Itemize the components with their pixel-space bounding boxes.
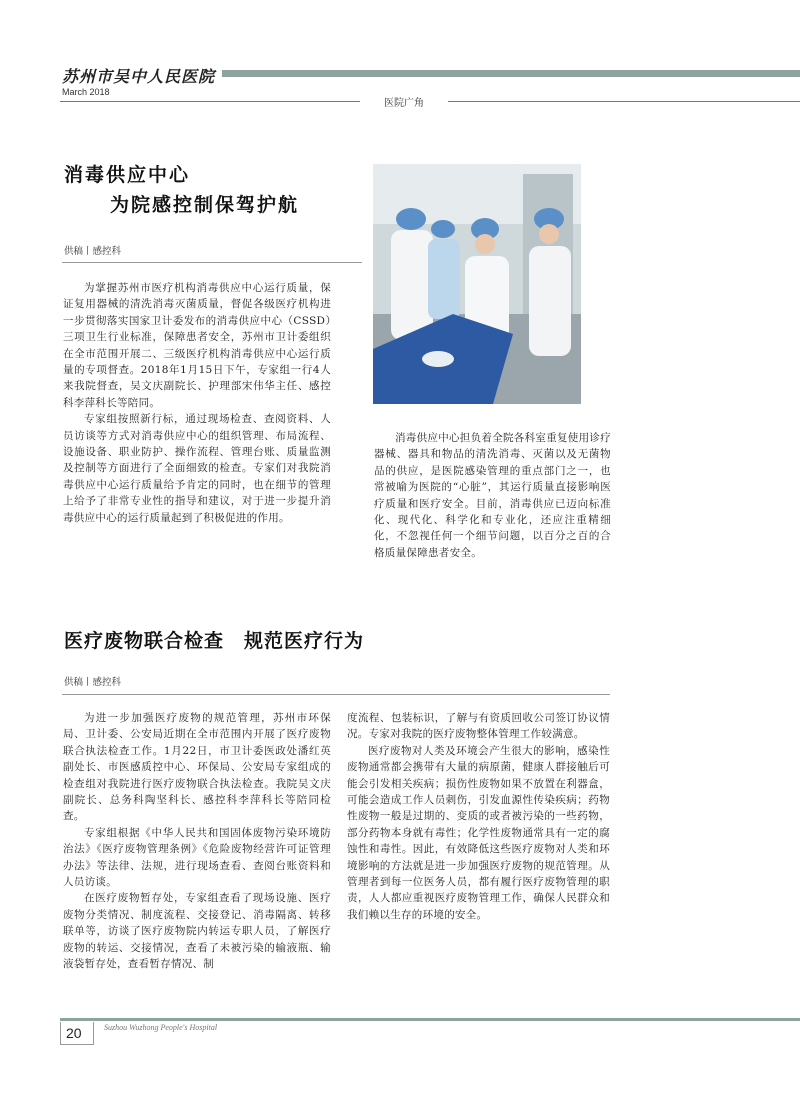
article1-title-line2: 为院感控制保驾护航 [110, 194, 300, 216]
issue-date: March 2018 [62, 87, 110, 97]
article1-byline: 供稿丨感控科 [64, 246, 122, 257]
paragraph: 消毒供应中心担负着全院各科室重复使用诊疗器械、器具和物品的清洗消毒、灭菌以及无菌物品的供应，是医院感染管理的重点部门之一，也常被喻为医院的“心脏”，其运行质量直接影响医疗质量和医疗安全。目前，消毒供应已迈向标准化、现代化、科学化和专业化，还应注重精细化，不忽视任何一个细节问题，以百分之百的合格质量保障患者安全。 [374, 432, 611, 559]
footer-english-name: Suzhou Wuzhong People's Hospital [104, 1023, 218, 1032]
article1-rule [62, 262, 362, 263]
article2-rule [62, 694, 610, 695]
paragraph: 在医疗废物暂存处，专家组查看了现场设施、医疗废物分类情况、制度流程、交接登记、消毒隔离、转移联单等，访谈了医疗废物院内转运专职人员，了解医疗废物的转运、交接情况，查看了未被污染的输液瓶、输液袋暂存处，查看暂存情况、制 [63, 892, 331, 971]
paragraph: 为掌握苏州市医疗机构消毒供应中心运行质量，保证复用器械的清洗消毒灭菌质量，督促各级医疗机构进一步贯彻落实国家卫计委发布的消毒供应中心（CSSD）三项卫生行业标准，保障患者安全，苏州市卫计委组织在全市范围开展二、三级医疗机构消毒供应中心运行质量的专项督查。2018年1月15日下午，专家组一行4人来我院督查，吴文庆副院长、护理部宋伟华主任、感控科李萍科长等陪同。 [63, 282, 331, 409]
article1-body-right [374, 430, 611, 561]
section-tag: 医院广角 [384, 98, 424, 109]
header-accent-bar [222, 70, 800, 77]
page-number: 20 [66, 1025, 82, 1041]
paragraph: 为进一步加强医疗废物的规范管理，苏州市环保局、卫计委、公安局近期在全市范围内开展了医疗废物联合执法检查工作。1月22日，市卫计委医政处潘红英副处长、市医感质控中心、环保局、公安局专家组成的检查组对我院进行医疗废物联合执法检查。我院吴文庆副院长、总务科陶坚科长、感控科李萍科长等陪同检查。 [63, 712, 331, 823]
paragraph: 专家组根据《中华人民共和国固体废物污染环境防治法》《医疗废物管理条例》《危险废物经营许可证管理办法》等法律、法规，进行现场查看、查阅台账资料和人员访谈。 [63, 826, 331, 889]
header-rule-left [60, 101, 360, 102]
article2-body-right [347, 710, 610, 923]
article1-body-left [63, 280, 331, 526]
article2-body-left [63, 710, 331, 973]
photo-inspection-team-icon [373, 164, 581, 404]
header-rule-right [448, 101, 800, 102]
footer-accent-bar [60, 1018, 800, 1021]
paragraph: 专家组按照新行标，通过现场检查、查阅资料、人员访谈等方式对消毒供应中心的组织管理、布局流程、设施设备、职业防护、操作流程、管理台账、质量监测及控制等方面进行了全面细致的检查。专家们对我院消毒供应中心运行质量给予肯定的同时，也在细节的管理上给予了非常专业性的指导和建议，对于进一步提升消毒供应中心的运行质量起到了积极促进的作用。 [63, 413, 331, 524]
inspection-photo [373, 164, 581, 404]
article2-title: 医疗废物联合检查 规范医疗行为 [64, 630, 365, 652]
hospital-name: 苏州市吴中人民医院 [62, 67, 216, 86]
paragraph: 医疗废物对人类及环境会产生很大的影响，感染性废物通常都会携带有大量的病原菌，健康人群接触后可能会引发相关疾病；损伤性废物如果不放置在利器盒，可能会造成工作人员刺伤，引发血源性传染疾病；药物性废物一般是过期的、变质的或者被污染的一些药物，部分药物本身就有毒性；化学性废物通常具有一定的腐蚀性和毒性。因此，有效降低这些医疗废物对人类和环境影响的方法就是进一步加强医疗废物的规范管理。从管理者到每一位医务人员，都有履行医疗废物管理的职责，人人都应重视医疗废物管理工作，确保人民群众和我们赖以生存的环境的安全。 [347, 744, 610, 921]
article1-title-line1: 消毒供应中心 [64, 164, 191, 186]
article2-byline: 供稿丨感控科 [64, 677, 122, 688]
paragraph-continued: 度流程、包装标识，了解与有资质回收公司签订协议情况。专家对我院的医疗废物整体管理工作较满意。 [347, 712, 610, 741]
